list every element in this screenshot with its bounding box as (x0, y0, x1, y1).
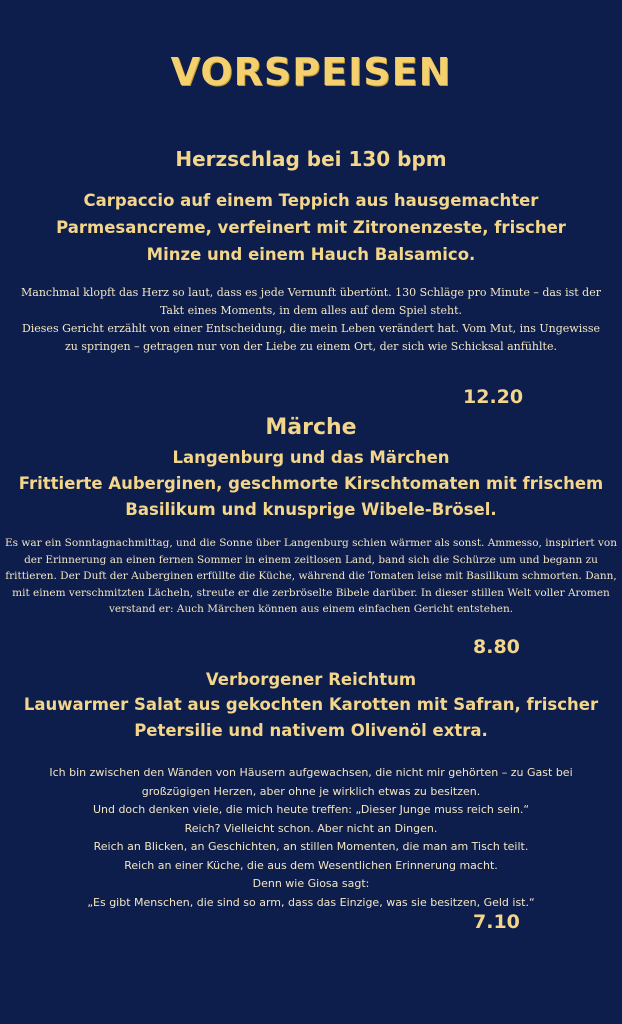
dish-story (26, 764, 596, 912)
story-line: „Es gibt Menschen, die sind so arm, dass das Einzige, was sie besitzen, Geld ist.“ (87, 895, 535, 909)
dish-description: Frittierte Auberginen, geschmorte Kirschtomaten mit frischem Basilikum und knusprige Wibele-Brösel. (18, 474, 604, 519)
story-line: Ich bin zwischen den Wänden von Häusern aufgewachsen, die nicht mir gehörten – zu Gast bei großzügigen Herzen, aber ohne je wirklich etwas zu besitzen. (49, 766, 573, 798)
dish-maerche (0, 413, 622, 618)
price-label: 7.10 (473, 911, 520, 933)
dish-verborgener-reichtum (0, 668, 622, 912)
dish-herzschlag (0, 145, 622, 356)
dish-story (5, 535, 617, 618)
dish-story (16, 284, 606, 356)
story-line: Und doch denken viele, die mich heute treffen: „Dieser Junge muss reich sein.“ (92, 803, 530, 816)
story-line: Es war ein Sonntagnachmittag, und die Sonne über Langenburg schien wärmer als sonst. Ammesso, inspiriert von der Erinnerung an einen fernen Sommer in einem zeitlosen Land, band sich die Schürze um und begann zu frittieren. Der Duft der Auberginen erfüllte die Küche, während die Tomaten leise mit Basilikum schmorten. Dann, mit einem verschmitzten Lächeln, streute er die zerbröselte Bibele darüber. In dieser stillen Welt voller Aromen verstand er: Auch Märchen können aus einem einfachen Gericht entstehen. (5, 537, 617, 615)
story-line: Dieses Gericht erzählt von einer Entscheidung, die mein Leben verändert hat. Vom Mut, ins Ungewisse zu springen – getragen nur von der Liebe zu einem Ort, der sich wie Schicksal anfühlte. (21, 322, 601, 353)
dish-title: Märche (265, 415, 357, 440)
dish-description: Carpaccio auf einem Teppich aus hausgemachter Parmesancreme, verfeinert mit Zitronenzeste, frischer Minze und einem Hauch Balsamico. (56, 191, 566, 264)
page-title: VORSPEISEN (170, 50, 452, 94)
price-label: 8.80 (473, 636, 520, 658)
story-line: Reich? Vielleicht schon. Aber nicht an Dingen. (184, 821, 438, 835)
dish-title: Herzschlag bei 130 bpm (175, 147, 447, 171)
dish-subtitle: Langenburg und das Märchen (172, 448, 450, 467)
story-line: Reich an einer Küche, die aus dem Wesentlichen Erinnerung macht. (124, 858, 498, 872)
story-line: Manchmal klopft das Herz so laut, dass es jede Vernunft übertönt. 130 Schläge pro Minute – das ist der Takt eines Moments, in dem alles auf dem Spiel steht. (21, 286, 601, 317)
dish-title: Verborgener Reichtum (205, 670, 417, 689)
price-label: 12.20 (463, 386, 524, 408)
story-line: Reich an Blicken, an Geschichten, an stillen Momenten, die man am Tisch teilt. (93, 840, 529, 853)
dish-description: Lauwarmer Salat aus gekochten Karotten mit Safran, frischer Petersilie und nativem Olivenöl extra. (23, 695, 599, 740)
story-line: Denn wie Giosa sagt: (252, 877, 370, 890)
